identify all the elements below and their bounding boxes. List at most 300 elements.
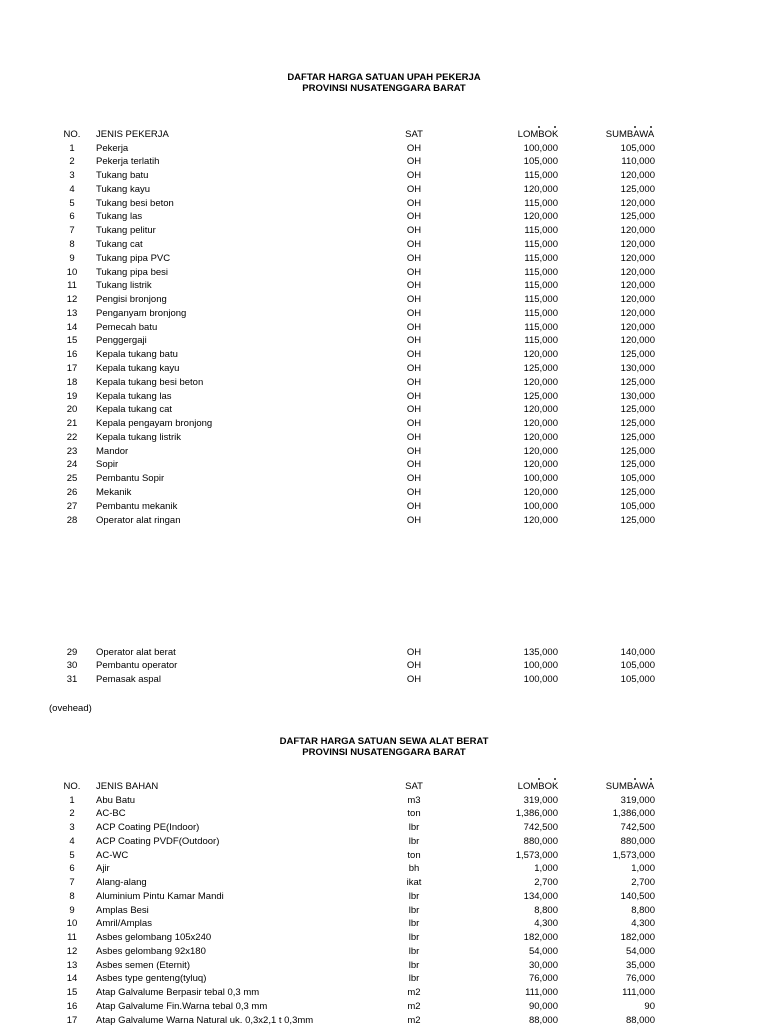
header-lombok: LOMBOK	[502, 780, 574, 794]
row-unit: OH	[390, 279, 438, 293]
row-name: Kepala tukang listrik	[96, 431, 181, 445]
table-row	[0, 959, 768, 973]
row-number: 11	[52, 279, 92, 293]
row-number: 29	[52, 646, 92, 660]
row-price-lombok: 125,000	[470, 390, 558, 404]
table-row	[0, 835, 768, 849]
row-price-sumbawa: 8,800	[566, 904, 655, 918]
row-unit: OH	[390, 486, 438, 500]
row-price-lombok: 120,000	[470, 183, 558, 197]
row-name: Pekerja terlatih	[96, 155, 159, 169]
row-unit: OH	[390, 646, 438, 660]
table-row	[0, 472, 768, 486]
header-sumbawa: SUMBAWA	[594, 128, 666, 142]
row-name: Pengisi bronjong	[96, 293, 167, 307]
row-price-lombok: 100,000	[470, 659, 558, 673]
row-price-lombok: 115,000	[470, 307, 558, 321]
row-price-sumbawa: 125,000	[566, 183, 655, 197]
row-price-lombok: 100,000	[470, 673, 558, 687]
row-unit: OH	[390, 334, 438, 348]
row-price-lombok: 54,000	[470, 945, 558, 959]
table-row	[0, 307, 768, 321]
row-price-lombok: 135,000	[470, 646, 558, 660]
table-row	[0, 362, 768, 376]
row-number: 14	[52, 972, 92, 986]
row-number: 5	[52, 849, 92, 863]
row-price-lombok: 120,000	[470, 486, 558, 500]
row-number: 6	[52, 210, 92, 224]
table-row	[0, 1014, 768, 1027]
row-price-sumbawa: 35,000	[566, 959, 655, 973]
row-unit: ton	[390, 849, 438, 863]
row-name: ACP Coating PE(Indoor)	[96, 821, 199, 835]
header-sumbawa: SUMBAWA	[594, 780, 666, 794]
row-price-lombok: 76,000	[470, 972, 558, 986]
row-price-sumbawa: 120,000	[566, 321, 655, 335]
row-price-sumbawa: 54,000	[566, 945, 655, 959]
cell-marker	[650, 778, 652, 780]
row-price-sumbawa: 120,000	[566, 334, 655, 348]
row-name: Tukang besi beton	[96, 197, 174, 211]
row-name: Pemasak aspal	[96, 673, 161, 687]
row-number: 9	[52, 904, 92, 918]
row-unit: OH	[390, 445, 438, 459]
row-unit: lbr	[390, 945, 438, 959]
cell-marker	[554, 778, 556, 780]
row-unit: m3	[390, 794, 438, 808]
row-price-sumbawa: 105,000	[566, 472, 655, 486]
header-no: NO.	[52, 128, 92, 142]
row-price-sumbawa: 120,000	[566, 279, 655, 293]
row-name: AC-WC	[96, 849, 128, 863]
row-name: Ajir	[96, 862, 110, 876]
row-number: 1	[52, 142, 92, 156]
row-number: 3	[52, 821, 92, 835]
row-price-lombok: 120,000	[470, 403, 558, 417]
row-name: Mekanik	[96, 486, 131, 500]
table-row	[0, 821, 768, 835]
row-unit: OH	[390, 238, 438, 252]
cell-marker	[634, 778, 636, 780]
table-row	[0, 794, 768, 808]
row-name: Asbes gelombang 105x240	[96, 931, 211, 945]
row-price-sumbawa: 140,000	[566, 646, 655, 660]
row-number: 20	[52, 403, 92, 417]
row-price-lombok: 120,000	[470, 348, 558, 362]
row-unit: lbr	[390, 931, 438, 945]
row-name: Pemecah batu	[96, 321, 157, 335]
row-price-lombok: 115,000	[470, 334, 558, 348]
row-price-lombok: 120,000	[470, 431, 558, 445]
table-row	[0, 210, 768, 224]
overhead-note: (ovehead)	[49, 703, 92, 715]
table-row	[0, 862, 768, 876]
row-unit: OH	[390, 293, 438, 307]
row-price-sumbawa: 90	[566, 1000, 655, 1014]
cell-marker	[538, 778, 540, 780]
row-price-lombok: 115,000	[470, 224, 558, 238]
row-price-lombok: 1,000	[470, 862, 558, 876]
row-number: 15	[52, 334, 92, 348]
table-row	[0, 876, 768, 890]
row-number: 11	[52, 931, 92, 945]
row-price-lombok: 115,000	[470, 169, 558, 183]
row-number: 12	[52, 293, 92, 307]
table-row	[0, 486, 768, 500]
row-price-sumbawa: 125,000	[566, 403, 655, 417]
row-name: Tukang cat	[96, 238, 143, 252]
row-price-lombok: 1,386,000	[470, 807, 558, 821]
table-row	[0, 945, 768, 959]
table-row	[0, 197, 768, 211]
row-name: Tukang las	[96, 210, 142, 224]
row-price-lombok: 742,500	[470, 821, 558, 835]
row-unit: OH	[390, 183, 438, 197]
row-price-sumbawa: 125,000	[566, 458, 655, 472]
table-row	[0, 169, 768, 183]
row-price-sumbawa: 125,000	[566, 486, 655, 500]
row-unit: lbr	[390, 959, 438, 973]
row-unit: OH	[390, 390, 438, 404]
row-name: Tukang listrik	[96, 279, 152, 293]
row-number: 9	[52, 252, 92, 266]
table-row	[0, 142, 768, 156]
row-unit: OH	[390, 266, 438, 280]
table-row	[0, 293, 768, 307]
row-unit: OH	[390, 210, 438, 224]
table-row	[0, 458, 768, 472]
table-row	[0, 224, 768, 238]
row-price-sumbawa: 125,000	[566, 445, 655, 459]
row-price-lombok: 2,700	[470, 876, 558, 890]
row-price-lombok: 115,000	[470, 197, 558, 211]
row-price-sumbawa: 120,000	[566, 307, 655, 321]
row-price-sumbawa: 88,000	[566, 1014, 655, 1027]
row-name: Asbes gelombang 92x180	[96, 945, 206, 959]
row-unit: OH	[390, 169, 438, 183]
row-number: 7	[52, 224, 92, 238]
row-unit: lbr	[390, 972, 438, 986]
row-unit: OH	[390, 197, 438, 211]
cell-marker	[634, 126, 636, 128]
row-name: Kepala tukang batu	[96, 348, 178, 362]
row-name: Tukang pelitur	[96, 224, 156, 238]
row-price-sumbawa: 120,000	[566, 238, 655, 252]
row-price-lombok: 319,000	[470, 794, 558, 808]
row-price-sumbawa: 120,000	[566, 169, 655, 183]
table-row	[0, 1000, 768, 1014]
header-name: JENIS PEKERJA	[96, 128, 169, 142]
row-price-sumbawa: 105,000	[566, 673, 655, 687]
row-number: 28	[52, 514, 92, 528]
row-number: 12	[52, 945, 92, 959]
row-number: 4	[52, 183, 92, 197]
header-lombok: LOMBOK	[502, 128, 574, 142]
row-price-lombok: 8,800	[470, 904, 558, 918]
row-unit: OH	[390, 252, 438, 266]
row-name: ACP Coating PVDF(Outdoor)	[96, 835, 219, 849]
row-price-lombok: 30,000	[470, 959, 558, 973]
row-price-sumbawa: 105,000	[566, 142, 655, 156]
row-unit: OH	[390, 376, 438, 390]
table-row	[0, 431, 768, 445]
table-row	[0, 279, 768, 293]
row-price-lombok: 100,000	[470, 142, 558, 156]
row-number: 15	[52, 986, 92, 1000]
row-price-lombok: 182,000	[470, 931, 558, 945]
table-row	[0, 445, 768, 459]
row-name: Atap Galvalume Berpasir tebal 0,3 mm	[96, 986, 259, 1000]
row-number: 16	[52, 348, 92, 362]
row-price-lombok: 120,000	[470, 376, 558, 390]
row-unit: bh	[390, 862, 438, 876]
row-price-sumbawa: 120,000	[566, 224, 655, 238]
row-name: Amril/Amplas	[96, 917, 152, 931]
table-row	[0, 673, 768, 687]
row-unit: OH	[390, 348, 438, 362]
row-unit: OH	[390, 142, 438, 156]
row-number: 19	[52, 390, 92, 404]
row-name: Tukang batu	[96, 169, 148, 183]
row-unit: OH	[390, 472, 438, 486]
row-number: 6	[52, 862, 92, 876]
row-price-sumbawa: 4,300	[566, 917, 655, 931]
row-number: 26	[52, 486, 92, 500]
row-number: 10	[52, 917, 92, 931]
header-name: JENIS BAHAN	[96, 780, 158, 794]
table-row	[0, 646, 768, 660]
row-price-lombok: 880,000	[470, 835, 558, 849]
row-price-sumbawa: 1,000	[566, 862, 655, 876]
row-price-sumbawa: 120,000	[566, 252, 655, 266]
row-price-sumbawa: 125,000	[566, 376, 655, 390]
row-price-lombok: 125,000	[470, 362, 558, 376]
row-unit: m2	[390, 986, 438, 1000]
table-row	[0, 266, 768, 280]
table-row	[0, 390, 768, 404]
row-unit: OH	[390, 500, 438, 514]
row-price-lombok: 115,000	[470, 321, 558, 335]
row-name: Kepala tukang besi beton	[96, 376, 203, 390]
row-unit: lbr	[390, 835, 438, 849]
table-row	[0, 376, 768, 390]
row-price-lombok: 120,000	[470, 445, 558, 459]
table-row	[0, 417, 768, 431]
row-price-sumbawa: 76,000	[566, 972, 655, 986]
row-name: Amplas Besi	[96, 904, 149, 918]
table-row	[0, 155, 768, 169]
row-number: 23	[52, 445, 92, 459]
row-number: 16	[52, 1000, 92, 1014]
row-number: 18	[52, 376, 92, 390]
row-price-sumbawa: 120,000	[566, 293, 655, 307]
header-no: NO.	[52, 780, 92, 794]
table-row	[0, 807, 768, 821]
cell-marker	[650, 126, 652, 128]
row-name: Aluminium Pintu Kamar Mandi	[96, 890, 224, 904]
table-row	[0, 904, 768, 918]
row-unit: OH	[390, 307, 438, 321]
row-price-lombok: 111,000	[470, 986, 558, 1000]
row-name: Tukang pipa besi	[96, 266, 168, 280]
section1-table-header	[0, 128, 768, 142]
row-number: 14	[52, 321, 92, 335]
row-name: Penganyam bronjong	[96, 307, 186, 321]
row-number: 4	[52, 835, 92, 849]
row-name: AC-BC	[96, 807, 126, 821]
row-price-sumbawa: 1,573,000	[566, 849, 655, 863]
row-price-lombok: 100,000	[470, 472, 558, 486]
row-price-lombok: 115,000	[470, 238, 558, 252]
row-unit: OH	[390, 431, 438, 445]
table-row	[0, 849, 768, 863]
row-unit: OH	[390, 403, 438, 417]
row-price-sumbawa: 125,000	[566, 417, 655, 431]
row-name: Pembantu mekanik	[96, 500, 177, 514]
row-price-lombok: 88,000	[470, 1014, 558, 1027]
row-price-sumbawa: 319,000	[566, 794, 655, 808]
row-number: 17	[52, 362, 92, 376]
row-name: Kepala tukang las	[96, 390, 172, 404]
row-price-lombok: 120,000	[470, 417, 558, 431]
row-price-lombok: 115,000	[470, 252, 558, 266]
row-price-lombok: 120,000	[470, 514, 558, 528]
row-number: 8	[52, 238, 92, 252]
row-unit: OH	[390, 321, 438, 335]
header-sat: SAT	[390, 128, 438, 142]
row-number: 25	[52, 472, 92, 486]
row-number: 13	[52, 307, 92, 321]
row-name: Asbes type genteng(tyluq)	[96, 972, 206, 986]
row-name: Alang-alang	[96, 876, 147, 890]
row-price-sumbawa: 130,000	[566, 362, 655, 376]
row-unit: m2	[390, 1000, 438, 1014]
row-unit: OH	[390, 673, 438, 687]
row-name: Operator alat ringan	[96, 514, 181, 528]
row-number: 31	[52, 673, 92, 687]
row-unit: OH	[390, 362, 438, 376]
row-number: 27	[52, 500, 92, 514]
row-price-sumbawa: 120,000	[566, 266, 655, 280]
table-row	[0, 321, 768, 335]
row-name: Kepala pengayam bronjong	[96, 417, 212, 431]
row-name: Sopir	[96, 458, 118, 472]
row-unit: OH	[390, 417, 438, 431]
section2-title-line1: DAFTAR HARGA SATUAN SEWA ALAT BERAT	[0, 736, 768, 747]
row-price-sumbawa: 2,700	[566, 876, 655, 890]
row-name: Pekerja	[96, 142, 128, 156]
section1-title-line2: PROVINSI NUSATENGGARA BARAT	[0, 83, 768, 94]
row-name: Atap Galvalume Warna Natural uk. 0,3x2,1 t 0,3mm	[96, 1014, 313, 1027]
section2-table-header	[0, 780, 768, 794]
row-price-sumbawa: 880,000	[566, 835, 655, 849]
table-row	[0, 890, 768, 904]
table-row	[0, 917, 768, 931]
row-name: Atap Galvalume Fin.Warna tebal 0,3 mm	[96, 1000, 267, 1014]
row-number: 3	[52, 169, 92, 183]
row-price-sumbawa: 140,500	[566, 890, 655, 904]
row-price-sumbawa: 742,500	[566, 821, 655, 835]
row-unit: OH	[390, 659, 438, 673]
row-price-sumbawa: 110,000	[566, 155, 655, 169]
row-name: Pembantu operator	[96, 659, 177, 673]
table-row	[0, 183, 768, 197]
row-number: 2	[52, 155, 92, 169]
row-price-lombok: 120,000	[470, 458, 558, 472]
row-name: Abu Batu	[96, 794, 135, 808]
row-number: 8	[52, 890, 92, 904]
row-price-lombok: 4,300	[470, 917, 558, 931]
row-unit: OH	[390, 224, 438, 238]
row-name: Mandor	[96, 445, 128, 459]
table-row	[0, 238, 768, 252]
row-unit: OH	[390, 514, 438, 528]
row-number: 10	[52, 266, 92, 280]
row-price-lombok: 115,000	[470, 293, 558, 307]
row-price-lombok: 134,000	[470, 890, 558, 904]
table-row	[0, 931, 768, 945]
row-unit: lbr	[390, 890, 438, 904]
section1-title-line1: DAFTAR HARGA SATUAN UPAH PEKERJA	[0, 72, 768, 83]
table-row	[0, 659, 768, 673]
row-price-sumbawa: 125,000	[566, 514, 655, 528]
row-name: Pembantu Sopir	[96, 472, 164, 486]
row-unit: OH	[390, 155, 438, 169]
row-price-lombok: 90,000	[470, 1000, 558, 1014]
row-price-sumbawa: 125,000	[566, 431, 655, 445]
row-name: Penggergaji	[96, 334, 147, 348]
table-row	[0, 972, 768, 986]
row-price-sumbawa: 1,386,000	[566, 807, 655, 821]
row-price-sumbawa: 130,000	[566, 390, 655, 404]
row-name: Tukang kayu	[96, 183, 150, 197]
header-sat: SAT	[390, 780, 438, 794]
row-price-sumbawa: 120,000	[566, 197, 655, 211]
row-unit: ton	[390, 807, 438, 821]
table-row	[0, 348, 768, 362]
row-price-lombok: 120,000	[470, 210, 558, 224]
row-unit: lbr	[390, 904, 438, 918]
row-unit: m2	[390, 1014, 438, 1027]
row-number: 7	[52, 876, 92, 890]
row-name: Asbes semen (Eternit)	[96, 959, 190, 973]
row-number: 22	[52, 431, 92, 445]
table-row	[0, 403, 768, 417]
row-number: 2	[52, 807, 92, 821]
row-price-lombok: 1,573,000	[470, 849, 558, 863]
table-row	[0, 500, 768, 514]
row-price-sumbawa: 111,000	[566, 986, 655, 1000]
row-name: Kepala tukang cat	[96, 403, 172, 417]
row-price-sumbawa: 182,000	[566, 931, 655, 945]
table-row	[0, 334, 768, 348]
row-unit: lbr	[390, 917, 438, 931]
row-number: 21	[52, 417, 92, 431]
row-number: 1	[52, 794, 92, 808]
table-row	[0, 986, 768, 1000]
row-name: Kepala tukang kayu	[96, 362, 179, 376]
row-number: 13	[52, 959, 92, 973]
row-number: 24	[52, 458, 92, 472]
row-price-sumbawa: 125,000	[566, 348, 655, 362]
row-number: 5	[52, 197, 92, 211]
row-name: Operator alat berat	[96, 646, 176, 660]
table-row	[0, 514, 768, 528]
row-price-lombok: 115,000	[470, 279, 558, 293]
table-row	[0, 252, 768, 266]
row-number: 30	[52, 659, 92, 673]
row-price-sumbawa: 125,000	[566, 210, 655, 224]
